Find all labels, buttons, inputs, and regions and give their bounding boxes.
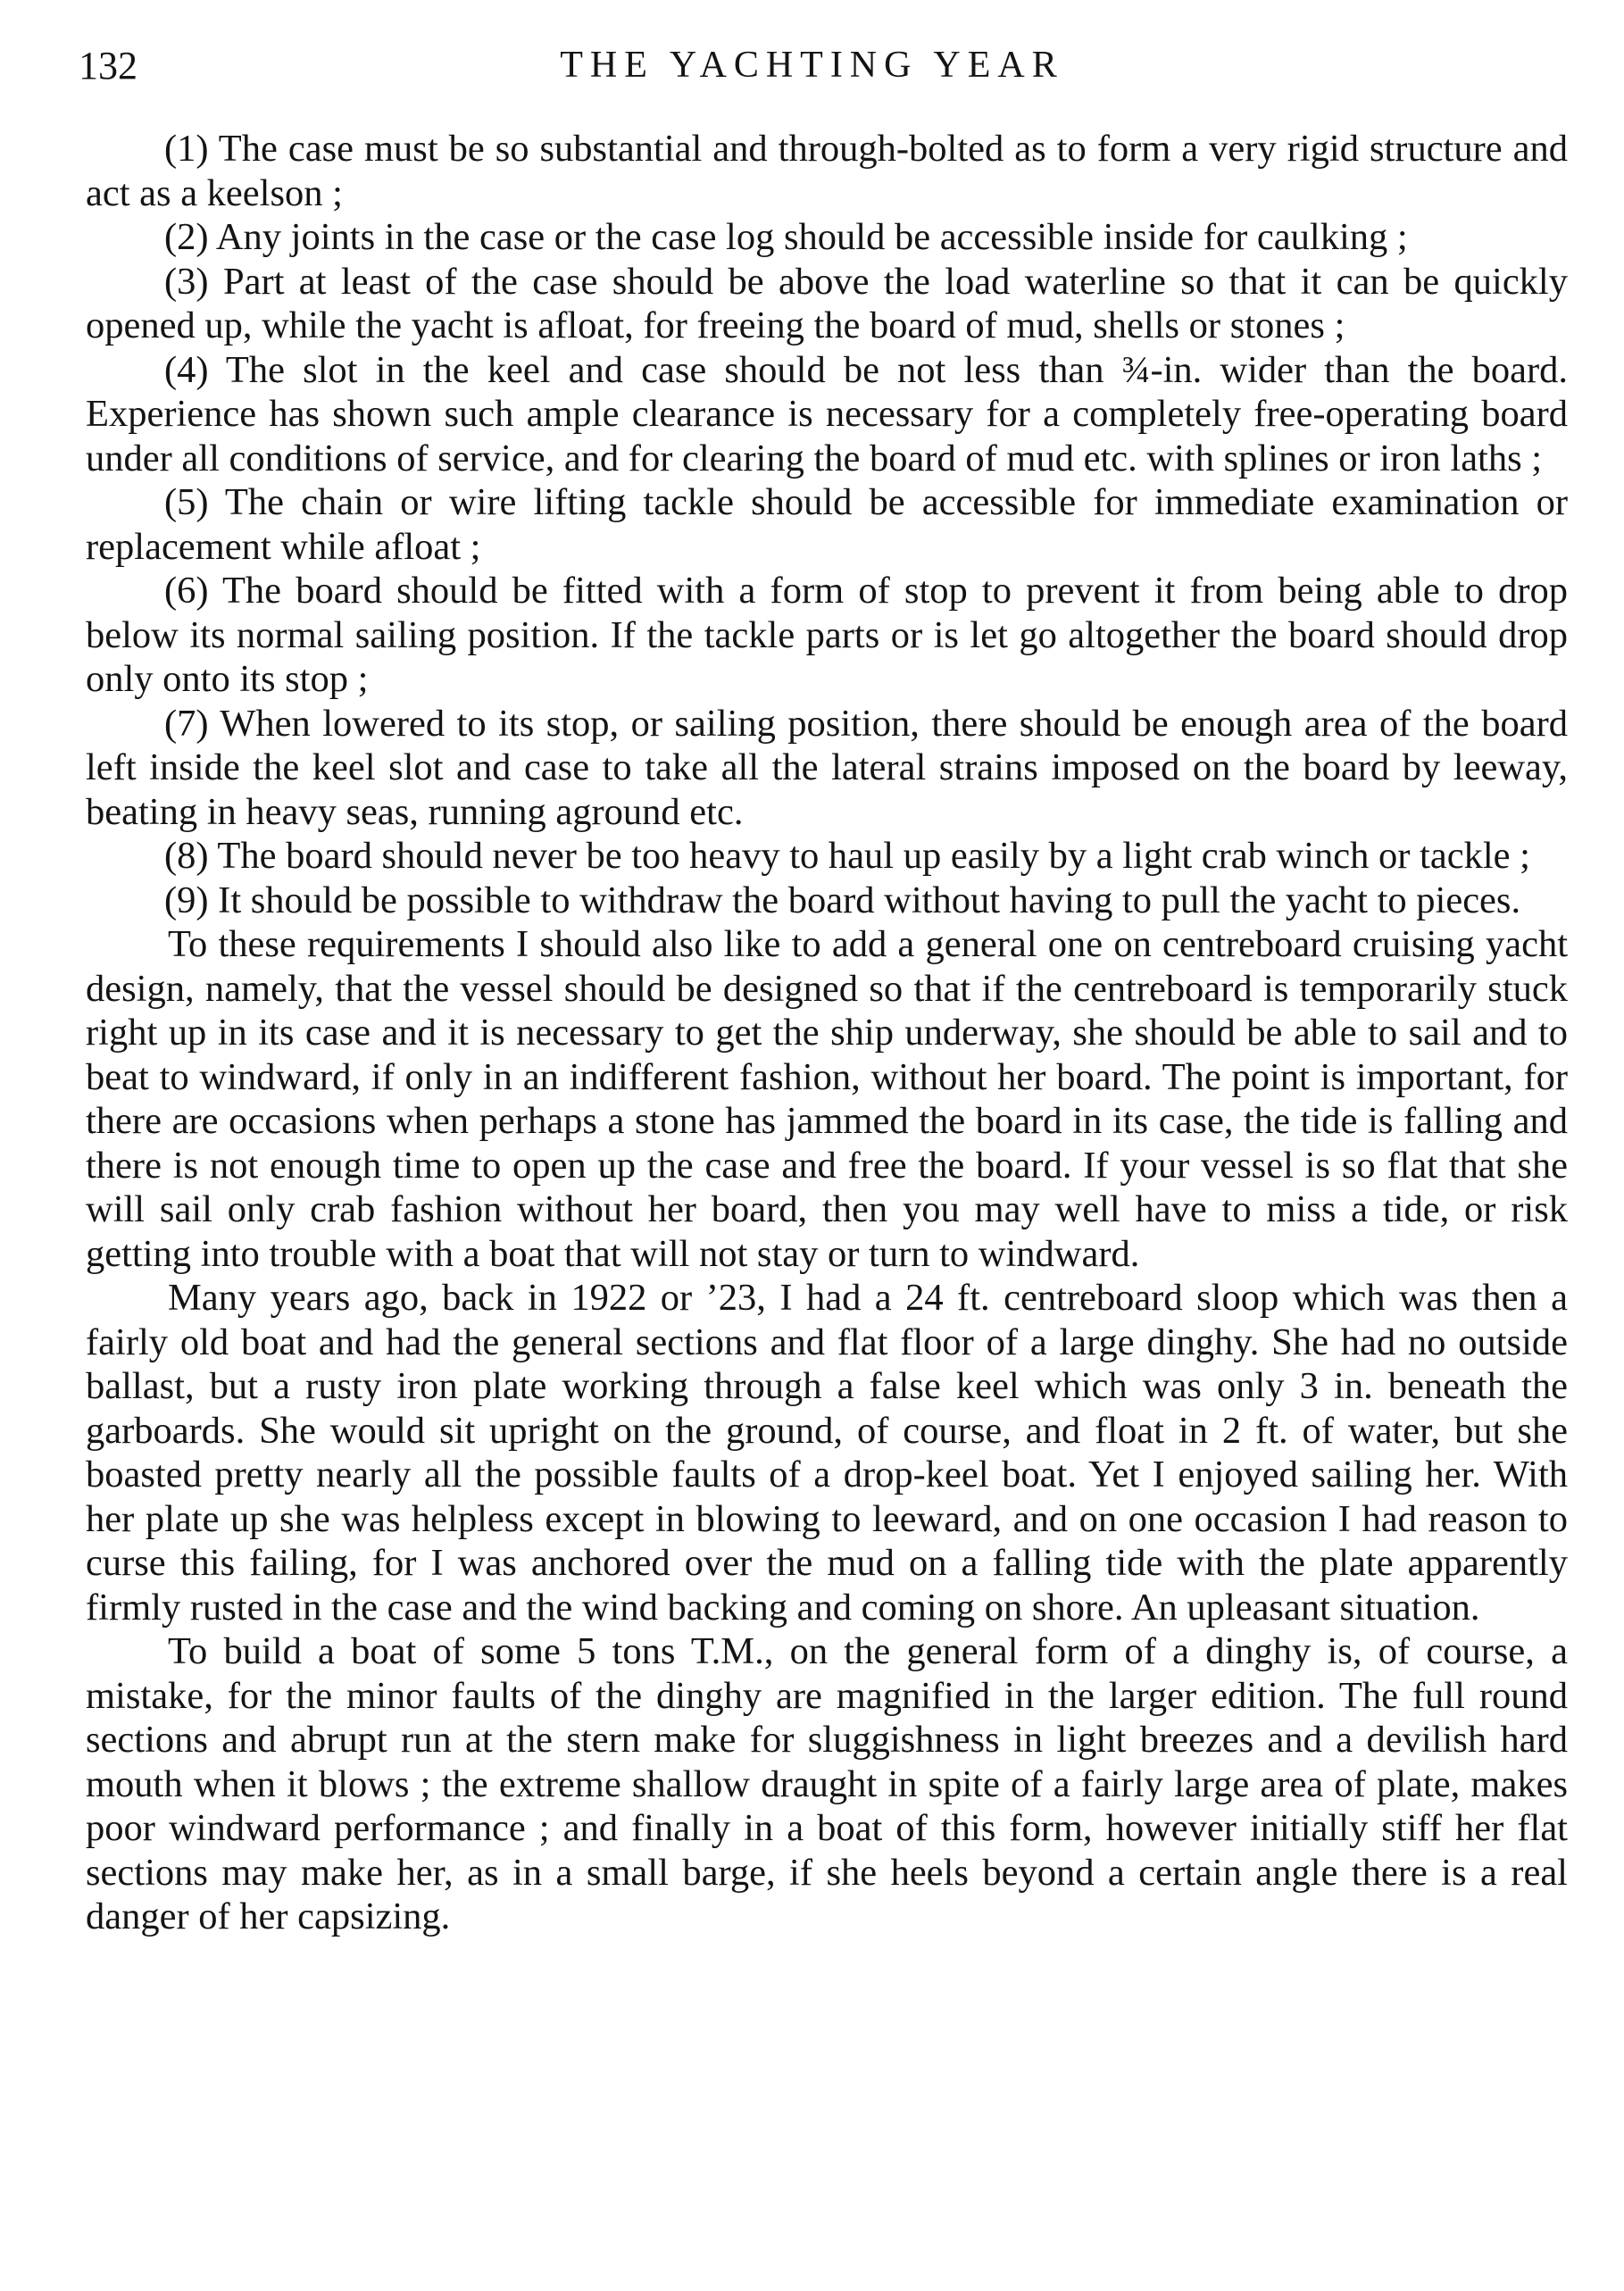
running-title: THE YACHTING YEAR bbox=[560, 45, 1064, 86]
body-paragraph: To these requirements I should also like to add a general one on centreboard cruising yacht design, namely, that the vessel should be designed so that if the centreboard is temporarily stuck right up in its case and it is necessary to get the ship underway, she should be able to sail and to beat to windward, if only in an indifferent fashion, without her board. The point is important, for there are occasions when perhaps a stone has jammed the board in its case, the tide is falling and there is not enough time to open up the case and free the board. If your vessel is so flat that she will sail only crab fashion without her board, then you may well have to miss a tide, or risk getting into trouble with a boat that will not stay or turn to windward. bbox=[86, 923, 1568, 1275]
requirement-4: (4) The slot in the keel and case should be not less than ¾-in. wider than the board. Experience has shown such ample clearance is necessary for a completely free-operating board under all conditions of service, and for clearing the board of mud etc. with splines or iron laths ; bbox=[86, 348, 1568, 479]
requirement-3: (3) Part at least of the case should be above the load waterline so that it can be quickly opened up, while the yacht is afloat, for freeing the board of mud, shells or stones ; bbox=[86, 260, 1568, 346]
requirement-8: (8) The board should never be too heavy to haul up easily by a light crab winch or tackle ; bbox=[164, 835, 1530, 877]
body-paragraph: To build a boat of some 5 tons T.M., on the general form of a dinghy is, of course, a mistake, for the minor faults of the dinghy are magnified in the larger edition. The full round sections and abrupt run at the stern make for sluggishness in light breezes and a devilish hard mouth when it blows ; the extreme shallow draught in spite of a fairly large area of plate, makes poor windward performance ; and finally in a boat of this form, however initially stiff her flat sections may make her, as in a small barge, if she heels beyond a certain angle there is a real danger of her capsizing. bbox=[86, 1630, 1568, 1937]
requirement-7: (7) When lowered to its stop, or sailing position, there should be enough area of the board left inside the keel slot and case to take all the lateral strains imposed on the board by leeway, beating in heavy seas, running aground etc. bbox=[86, 702, 1568, 833]
page-number: 132 bbox=[79, 44, 137, 87]
requirement-6: (6) The board should be fitted with a form of stop to prevent it from being able to drop below its normal sailing position. If the tackle parts or is let go altogether the board should drop only onto its stop ; bbox=[86, 570, 1568, 700]
requirement-9: (9) It should be possible to withdraw the board without having to pull the yacht to pieces. bbox=[164, 879, 1521, 921]
page-body bbox=[86, 127, 1568, 1939]
body-paragraph: Many years ago, back in 1922 or ’23, I had a 24 ft. centreboard sloop which was then a fairly old boat and had the general sections and flat floor of a large dinghy. She had no outside ballast, but a rusty iron plate working through a false keel which was only 3 in. beneath the garboards. She would sit upright on the ground, of course, and float in 2 ft. of water, but she boasted pretty nearly all the possible faults of a drop-keel boat. Yet I enjoyed sailing her. With her plate up she was helpless except in blowing to leeward, and on one occasion I had reason to curse this failing, for I was anchored over the mud on a falling tide with the plate apparently firmly rusted in the case and the wind backing and coming on shore. An upleasant situation. bbox=[86, 1277, 1568, 1629]
requirement-2: (2) Any joints in the case or the case log should be accessible inside for caulking ; bbox=[164, 216, 1408, 258]
requirement-1: (1) The case must be so substantial and through-bolted as to form a very rigid structure and act as a keelson ; bbox=[86, 128, 1568, 214]
requirement-5: (5) The chain or wire lifting tackle should be accessible for immediate examination or replacement while afloat ; bbox=[86, 481, 1568, 568]
